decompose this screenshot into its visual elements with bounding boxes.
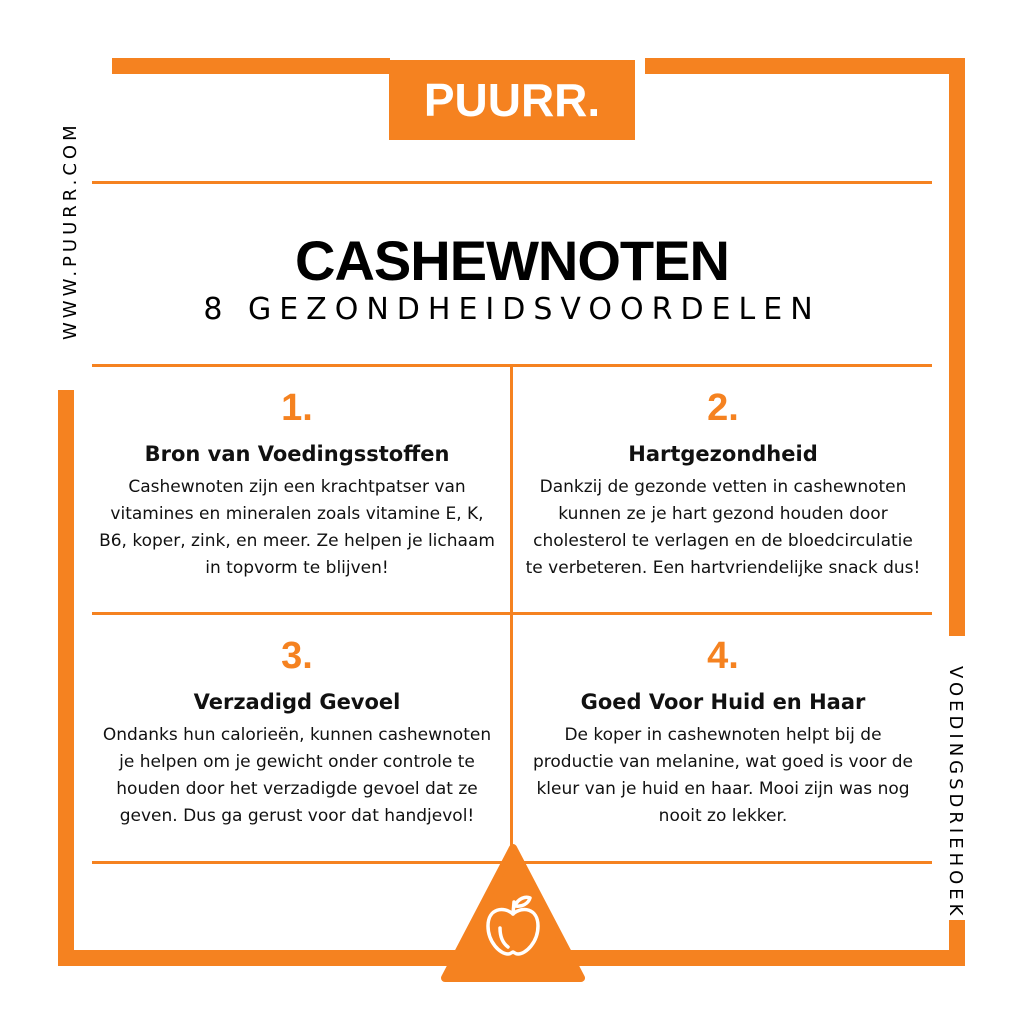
benefit-text: Cashewnoten zijn een krachtpatser van vitamines en mineralen zoals vitamine E, K, B6, koper, zink, en meer. Ze helpen je lichaam in topvorm te blijven!: [99, 477, 495, 578]
benefit-title: Verzadigd Gevoel: [193, 690, 401, 714]
brand-logo: [389, 60, 635, 140]
benefit-number: 2.: [707, 387, 739, 429]
benefit-text: Ondanks hun calorieën, kunnen cashewnoten je helpen om je gewicht onder controle te houden door het verzadigde gevoel dat ze geven. Dus ga gerust voor dat handjevol!: [102, 725, 492, 826]
benefit-card-3: [92, 636, 502, 830]
website-label: WWW.PUURR.COM: [60, 121, 81, 340]
benefit-number: 3.: [281, 635, 313, 677]
side-label-voedingsdriehoek: VOEDINGSDRIEHOEK: [945, 666, 966, 920]
frame-bottom-right: [560, 950, 965, 966]
benefit-title: Goed Voor Huid en Haar: [580, 690, 866, 714]
benefit-card-1: [92, 388, 502, 582]
benefit-text: De koper in cashewnoten helpt bij de productie van melanine, wat goed is voor de kleur van je huid en haar. Mooi zijn was nog nooit zo lekker.: [532, 725, 914, 826]
page-title: CASHEWNOTEN: [295, 229, 729, 292]
benefit-card-2: [518, 388, 928, 582]
frame-bottom: [58, 950, 478, 966]
frame-left: [58, 390, 74, 966]
benefit-title: Hartgezondheid: [628, 442, 818, 466]
benefit-number: 1.: [281, 387, 313, 429]
frame-right: [949, 58, 965, 636]
brand-logo-text: PUURR.: [423, 74, 601, 126]
frame-bottom-right-stub: [949, 920, 965, 966]
frame-top-left: [112, 58, 390, 74]
header-divider-top: [92, 181, 932, 184]
benefit-card-4: [518, 636, 928, 830]
benefit-number: 4.: [707, 635, 739, 677]
page-subtitle: 8 GEZONDHEIDSVOORDELEN: [203, 292, 821, 327]
grid-horizontal-divider: [92, 612, 932, 615]
frame-top-right: [645, 58, 965, 74]
benefit-title: Bron van Voedingsstoffen: [144, 442, 450, 466]
triangle-badge: [438, 842, 588, 986]
benefit-text: Dankzij de gezonde vetten in cashewnoten kunnen ze je hart gezond houden door cholesterol te verlagen en de bloedcirculatie te verbeteren. Een hartvriendelijke snack dus!: [525, 477, 921, 578]
